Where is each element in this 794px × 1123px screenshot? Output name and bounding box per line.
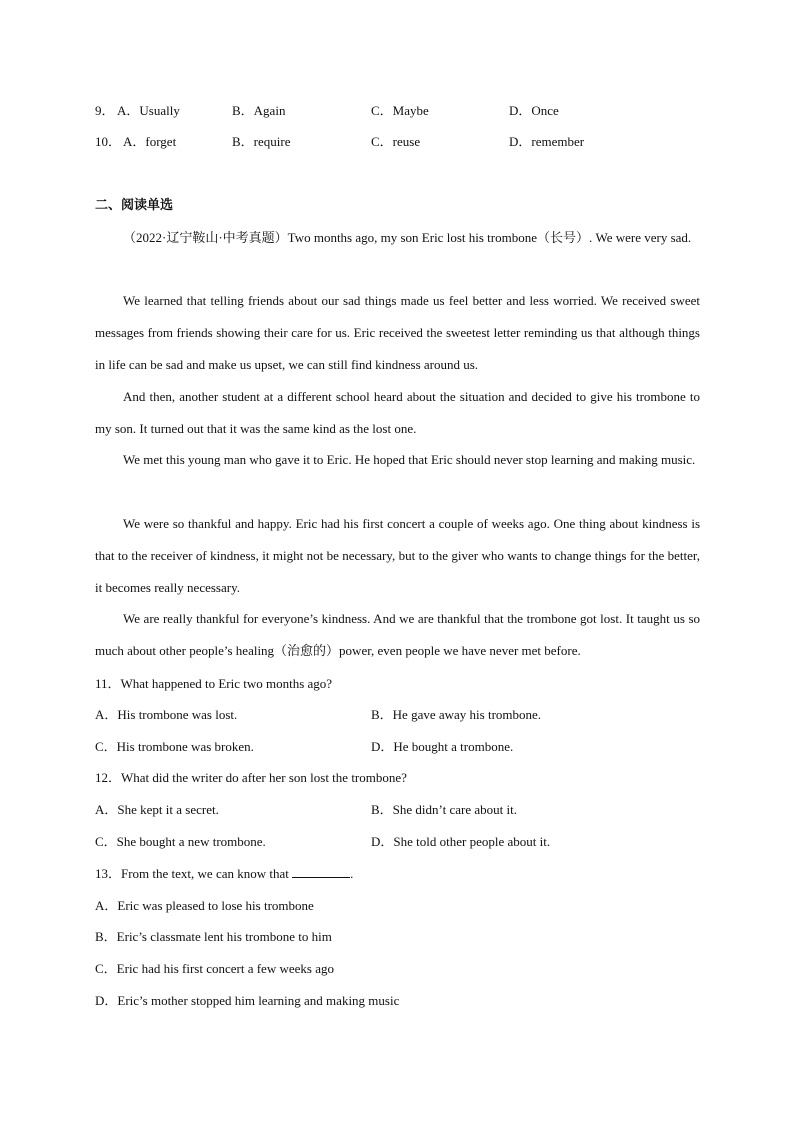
question-12-stem: 12．What did the writer do after her son lost the trombone? xyxy=(95,770,407,785)
question-12-option-b: B．She didn’t care about it. xyxy=(371,802,517,817)
question-9-options xyxy=(95,101,700,121)
question-13-stem-text: 13．From the text, we can know that xyxy=(95,866,293,881)
passage-paragraph-4: We met this young man who gave it to Eric. He hoped that Eric should never stop learning and making music. xyxy=(123,452,696,467)
passage-paragraph-3: And then, another student at a different school heard about the situation and decided to give his trombone to my son. It turned out that it was the same kind as the lost one. xyxy=(95,389,700,436)
question-13-option-c: C．Eric had his first concert a few weeks ago xyxy=(95,961,334,976)
question-11-option-c: C．His trombone was broken. xyxy=(95,739,254,754)
question-11-stem: 11．What happened to Eric two months ago? xyxy=(95,676,333,691)
question-13-stem-end: . xyxy=(350,866,354,881)
question-9-option-d: D．Once xyxy=(509,103,559,118)
question-11-option-d: D．He bought a trombone. xyxy=(371,739,514,754)
question-9-option-a: A．Usually xyxy=(117,103,180,118)
question-12-option-c: C．She bought a new trombone. xyxy=(95,834,266,849)
question-12-option-d: D．She told other people about it. xyxy=(371,834,551,849)
question-9-option-b: B．Again xyxy=(232,103,286,118)
question-13-option-d: D．Eric’s mother stopped him learning and making music xyxy=(95,993,400,1008)
question-10-option-d: D．remember xyxy=(509,134,585,149)
passage-paragraph-1: （2022·辽宁鞍山·中考真题）Two months ago, my son Eric lost his trombone（长号）. We were very sad. xyxy=(123,230,692,245)
passage-paragraph-5: We were so thankful and happy. Eric had his first concert a couple of weeks ago. One thing about kindness is that to the receiver of kindness, it might not be necessary, but to the giver who wants to change things for the better, it becomes really necessary. xyxy=(95,516,700,595)
passage-paragraph-2: We learned that telling friends about our sad things made us feel better and less worried. We received sweet messages from friends showing their care for us. Eric received the sweetest letter reminding us that although things in life can be sad and make us upset, we can still find kindness around us. xyxy=(95,293,700,372)
question-13-option-a: A．Eric was pleased to lose his trombone xyxy=(95,898,314,913)
answer-blank xyxy=(292,865,350,878)
question-11-option-b: B．He gave away his trombone. xyxy=(371,707,542,722)
question-9-number: 9． xyxy=(95,103,115,118)
section-title: 二、阅读单选 xyxy=(95,198,174,213)
passage-paragraph-6: We are really thankful for everyone’s kindness. And we are thankful that the trombone got lost. It taught us so much about other people’s healing（治愈的）power, even people we have never met before. xyxy=(95,611,700,658)
question-9-option-c: C．Maybe xyxy=(371,103,429,118)
question-10-number: 10． xyxy=(95,134,122,149)
question-10-option-a: A．forget xyxy=(123,134,177,149)
question-13-option-b: B．Eric’s classmate lent his trombone to him xyxy=(95,929,332,944)
question-10-options xyxy=(95,132,700,152)
question-10-option-b: B．require xyxy=(232,134,291,149)
question-12-option-a: A．She kept it a secret. xyxy=(95,802,219,817)
question-11-option-a: A．His trombone was lost. xyxy=(95,707,238,722)
question-13-stem xyxy=(95,864,700,884)
question-10-option-c: C．reuse xyxy=(371,134,421,149)
